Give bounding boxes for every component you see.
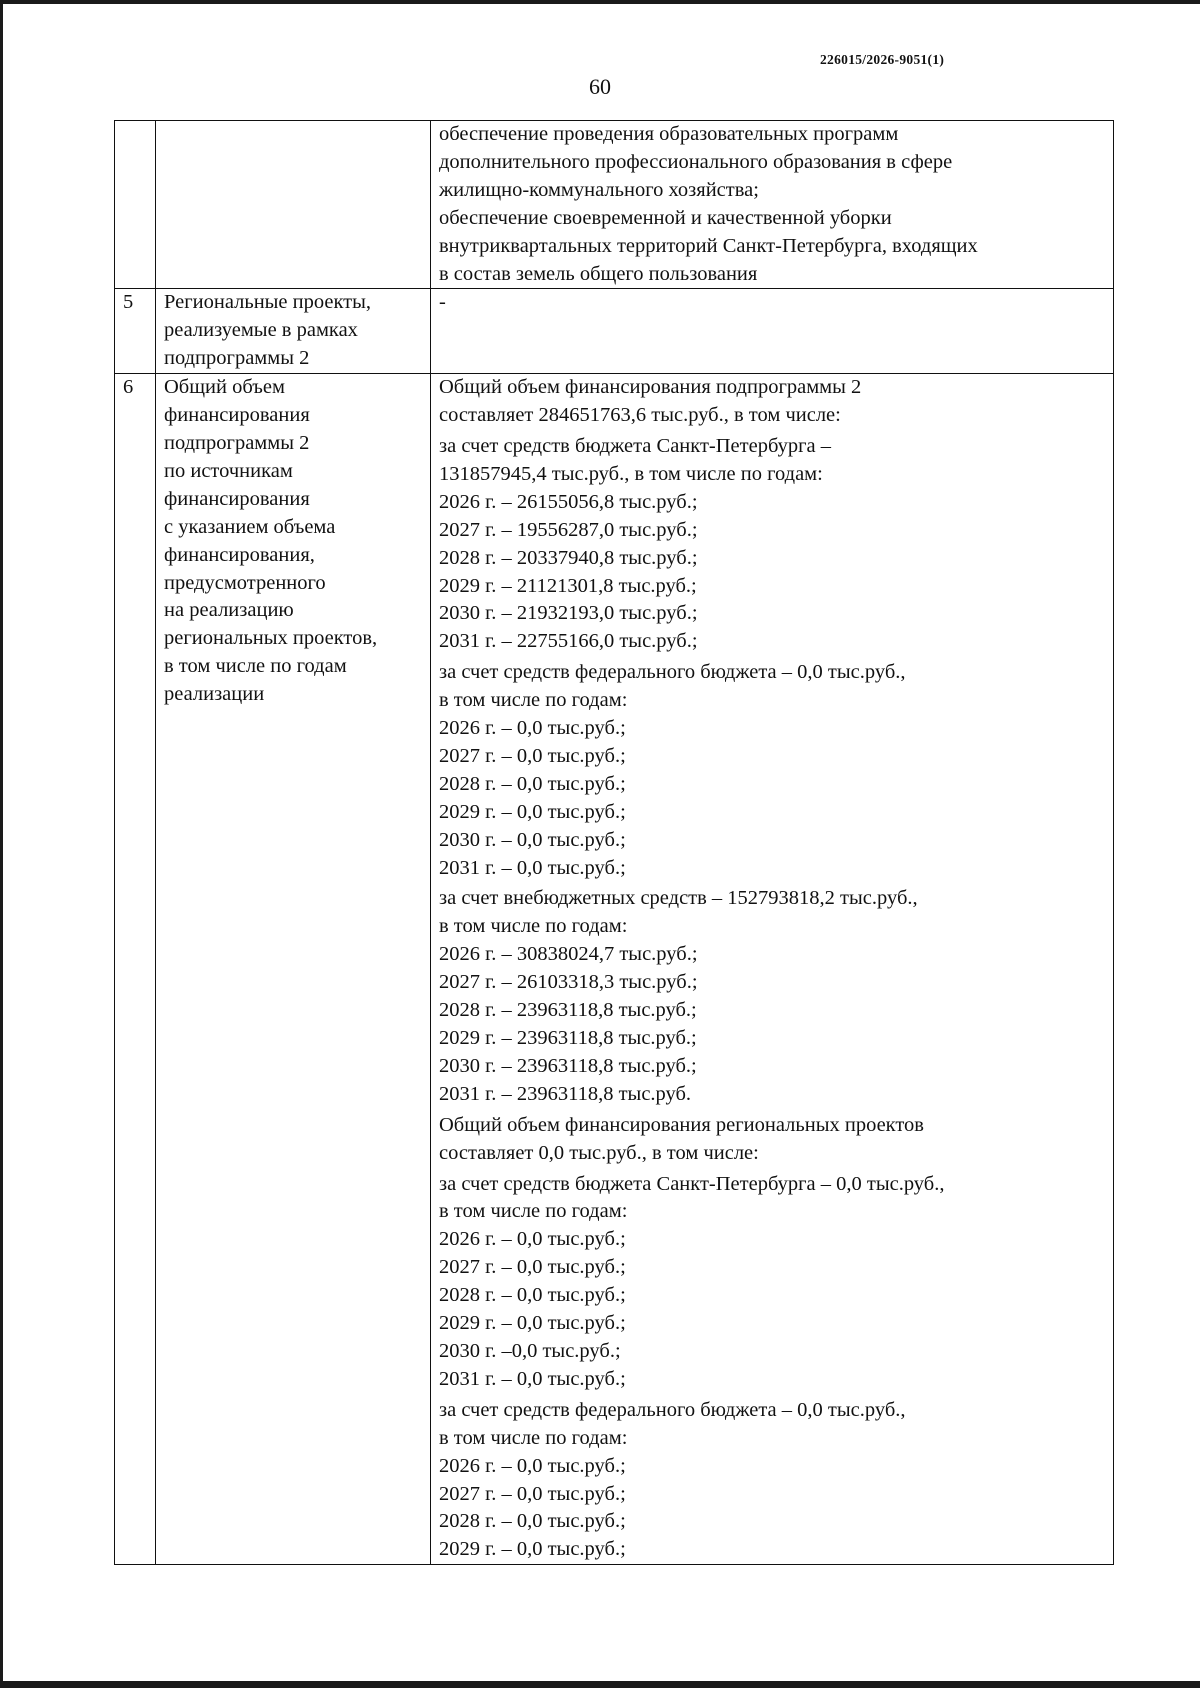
row-number-cell: 6 — [115, 374, 156, 1565]
text-line: 2029 г. – 0,0 тыс.руб.; — [439, 1312, 626, 1335]
text-line: 2026 г. – 0,0 тыс.руб.; — [439, 1454, 626, 1477]
text-line: Общий объем финансирования подпрограммы 2 — [439, 376, 862, 399]
text-line: за счет средств бюджета Санкт-Петербурга – — [439, 434, 831, 457]
text-line: Общий объем — [164, 376, 285, 399]
financing-paragraph — [439, 1112, 1107, 1168]
text-line: 2031 г. – 0,0 тыс.руб.; — [439, 856, 626, 879]
text-line: 2031 г. – 23963118,8 тыс.руб. — [439, 1082, 692, 1105]
text-line: реализации — [164, 683, 265, 706]
text-line: жилищно-коммунального хозяйства; — [439, 178, 759, 201]
text-line: в том числе по годам: — [439, 1200, 628, 1223]
row-value-cell: - — [431, 289, 1114, 374]
row-label-cell — [156, 121, 431, 289]
text-line: 2028 г. – 0,0 тыс.руб.; — [439, 772, 626, 795]
text-line: 2028 г. – 0,0 тыс.руб.; — [439, 1510, 626, 1533]
text-line: 2027 г. – 0,0 тыс.руб.; — [439, 1482, 626, 1505]
row-number-cell — [115, 121, 156, 289]
text-line: 2031 г. – 22755166,0 тыс.руб.; — [439, 630, 698, 653]
row-6-label — [164, 374, 424, 709]
text-line: финансирования — [164, 487, 310, 510]
scan-border-top — [0, 0, 1200, 4]
text-line: за счет средств федерального бюджета – 0,0 тыс.руб., — [439, 661, 906, 684]
text-line: 2029 г. – 0,0 тыс.руб.; — [439, 800, 626, 823]
row-value-cell — [431, 121, 1114, 289]
text-line: за счет внебюджетных средств – 152793818,2 тыс.руб., — [439, 887, 918, 910]
text-line: дополнительного профессионального образования в сфере — [439, 150, 953, 173]
text-line: в том числе по годам: — [439, 689, 628, 712]
text-line: 2031 г. – 0,0 тыс.руб.; — [439, 1367, 626, 1390]
table-row-5 — [115, 289, 1114, 374]
text-line: в состав земель общего пользования — [439, 262, 758, 285]
row-5-label — [164, 289, 424, 373]
text-line: региональных проектов, — [164, 627, 378, 650]
text-line: предусмотренного — [164, 571, 326, 594]
financing-paragraph — [439, 374, 1107, 430]
text-line: составляет 284651763,6 тыс.руб., в том числе: — [439, 404, 841, 427]
text-line: реализуемые в рамках — [164, 319, 358, 342]
text-line: 2026 г. – 0,0 тыс.руб.; — [439, 717, 626, 740]
document-number: 226015/2026-9051(1) — [820, 52, 945, 67]
financing-paragraph — [439, 433, 1107, 656]
scan-border-left — [0, 0, 3, 1688]
text-line: за счет средств бюджета Санкт-Петербурга – 0,0 тыс.руб., — [439, 1172, 945, 1195]
text-line: в том числе по годам — [164, 655, 347, 678]
text-line: 2028 г. – 20337940,8 тыс.руб.; — [439, 546, 698, 569]
text-line: 2029 г. – 21121301,8 тыс.руб.; — [439, 574, 697, 597]
text-line: 2026 г. – 30838024,7 тыс.руб.; — [439, 943, 698, 966]
text-line: по источникам — [164, 459, 293, 482]
text-line: на реализацию — [164, 599, 294, 622]
table-row-6 — [115, 374, 1114, 1565]
text-line: 2030 г. – 0,0 тыс.руб.; — [439, 828, 626, 851]
financing-paragraph — [439, 1171, 1107, 1394]
text-line: 2030 г. – 21932193,0 тыс.руб.; — [439, 602, 698, 625]
row-value-cell — [431, 374, 1114, 1565]
financing-paragraph — [439, 659, 1107, 882]
text-line: обеспечение проведения образовательных программ — [439, 123, 899, 145]
table-row-continuation — [115, 121, 1114, 289]
text-line: 2029 г. – 23963118,8 тыс.руб.; — [439, 1027, 697, 1049]
text-line: финансирования — [164, 404, 310, 427]
text-line: 2029 г. – 0,0 тыс.руб.; — [439, 1538, 626, 1561]
row-number-cell: 5 — [115, 289, 156, 374]
text-line: обеспечение своевременной и качественной уборки — [439, 206, 892, 229]
text-line: 2027 г. – 0,0 тыс.руб.; — [439, 1256, 626, 1279]
text-line: 2027 г. – 0,0 тыс.руб.; — [439, 744, 626, 767]
financing-paragraphs — [439, 374, 1107, 1564]
text-line: в том числе по годам: — [439, 1426, 628, 1449]
financing-paragraph — [439, 885, 1107, 1108]
text-line: Региональные проекты, — [164, 291, 372, 314]
text-line: за счет средств федерального бюджета – 0,0 тыс.руб., — [439, 1398, 906, 1421]
text-line: 2027 г. – 26103318,3 тыс.руб.; — [439, 971, 698, 994]
text-line: внутриквартальных территорий Санкт-Петербурга, входящих — [439, 234, 978, 257]
text-line: 131857945,4 тыс.руб., в том числе по годам: — [439, 462, 823, 485]
text-line: 2030 г. –0,0 тыс.руб.; — [439, 1339, 621, 1362]
row-label-cell — [156, 374, 431, 1565]
page-number: 60 — [589, 74, 611, 99]
scan-border-bottom — [0, 1681, 1200, 1688]
text-line: Общий объем финансирования региональных проектов — [439, 1113, 924, 1136]
text-line: подпрограммы 2 — [164, 431, 310, 454]
text-line: 2026 г. – 26155056,8 тыс.руб.; — [439, 490, 698, 513]
text-line: 2030 г. – 23963118,8 тыс.руб.; — [439, 1054, 697, 1077]
financing-paragraph — [439, 1397, 1107, 1564]
text-line: 2027 г. – 19556287,0 тыс.руб.; — [439, 518, 698, 541]
text-line: подпрограммы 2 — [164, 347, 310, 370]
passport-table — [114, 120, 1114, 1565]
text-line: 2028 г. – 23963118,8 тыс.руб.; — [439, 999, 697, 1022]
row-label-cell — [156, 289, 431, 374]
text-line: финансирования, — [164, 543, 315, 566]
continuation-text — [439, 121, 1107, 288]
text-line: 2028 г. – 0,0 тыс.руб.; — [439, 1284, 626, 1307]
text-line: составляет 0,0 тыс.руб., в том числе: — [439, 1141, 759, 1164]
text-line: 2026 г. – 0,0 тыс.руб.; — [439, 1228, 626, 1251]
text-line: с указанием объема — [164, 515, 336, 538]
text-line: в том числе по годам: — [439, 915, 628, 938]
